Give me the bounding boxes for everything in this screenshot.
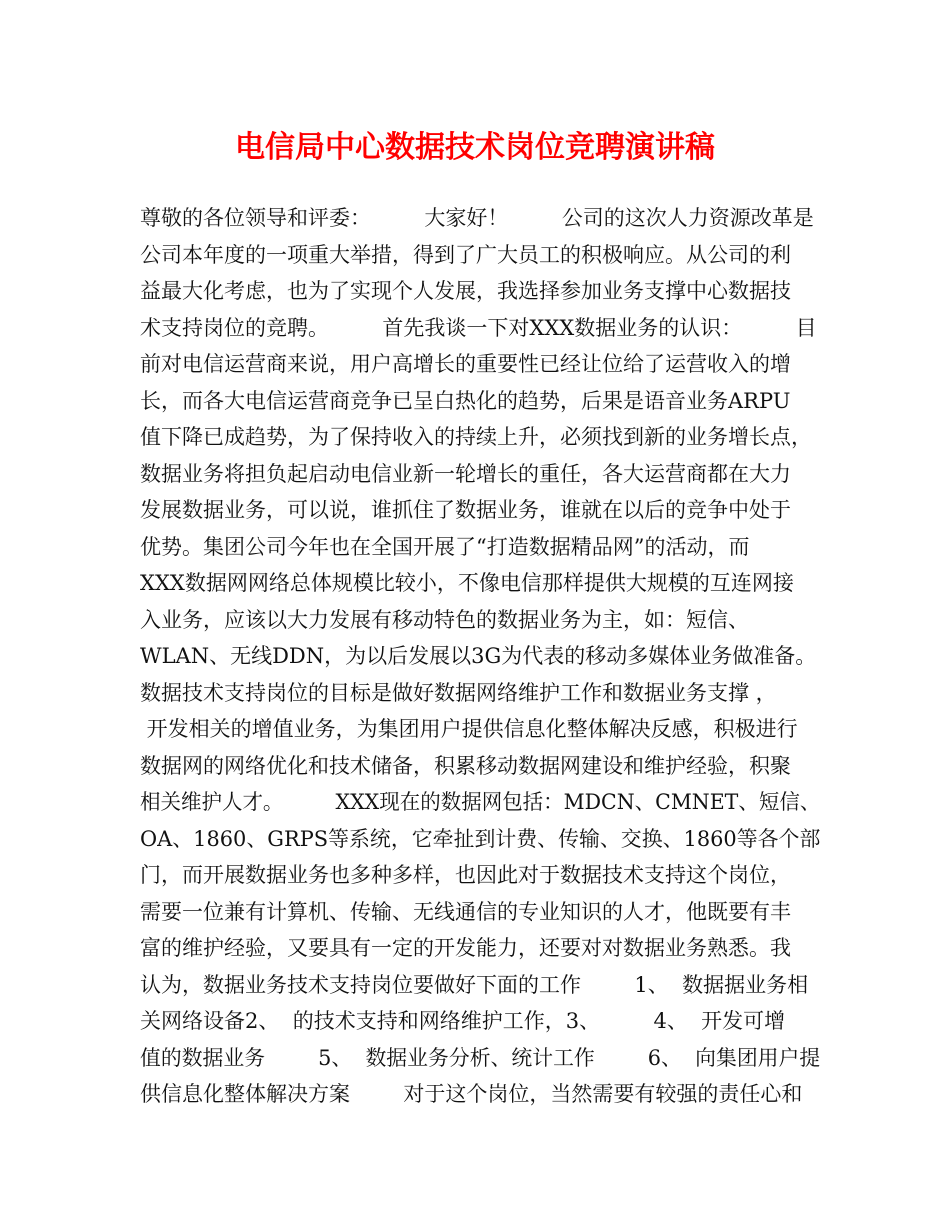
- body-line: 关网络设备2、 的技术支持和网络维护工作，3、 4、 开发可增: [140, 1009, 786, 1033]
- body-line: 前对电信运营商来说，用户高增长的重要性已经让位给了运营收入的增: [140, 352, 791, 376]
- body-line: 数据网的网络优化和技术储备，积累移动数据网建设和维护经验，积聚: [140, 753, 791, 778]
- body-line: 优势。集团公司今年也在全国开展了“打造数据精品网”的活动，而: [140, 534, 750, 559]
- document-body: [140, 200, 820, 1113]
- body-line: 供信息化整体解决方案 对于这个岗位，当然需要有较强的责任心和: [140, 1082, 803, 1106]
- body-line: 发展数据业务，可以说，谁抓住了数据业务，谁就在以后的竞争中处于: [140, 498, 791, 522]
- body-line: 公司本年度的一项重大举措，得到了广大员工的积极响应。从公司的利: [140, 242, 791, 267]
- body-line: 富的维护经验，又要具有一定的开发能力，还要对对数据业务熟悉。我: [140, 936, 791, 960]
- body-line: 值的数据业务 5、 数据业务分析、统计工作 6、 向集团用户提: [140, 1045, 820, 1070]
- body-line: 数据业务将担负起启动电信业新一轮增长的重任，各大运营商都在大力: [140, 461, 791, 486]
- body-line: 门，而开展数据业务也多种多样，也因此对于数据技术支持这个岗位，: [140, 863, 791, 887]
- body-line: 需要一位兼有计算机、传输、无线通信的专业知识的人才，他既要有丰: [140, 899, 791, 924]
- body-line: OA、1860、GRPS等系统，它牵扯到计费、传输、交换、1860等各个部: [140, 826, 820, 851]
- body-line: 相关维护人才。 XXX现在的数据网包括：MDCN、CMNET、短信、: [140, 790, 820, 814]
- body-line: 术支持岗位的竞聘。 首先我谈一下对XXX数据业务的认识： 目: [140, 315, 817, 340]
- body-line: 认为，数据业务技术支持岗位要做好下面的工作 1、 数据据业务相: [140, 972, 809, 997]
- body-line: 值下降已成趋势，为了保持收入的持续上升，必须找到新的业务增长点，: [140, 425, 812, 449]
- body-line: 长，而各大电信运营商竞争已呈白热化的趋势，后果是语音业务ARPU: [140, 388, 791, 413]
- body-line: 入业务，应该以大力发展有移动特色的数据业务为主，如：短信、: [140, 607, 749, 632]
- body-line: 益最大化考虑，也为了实现个人发展，我选择参加业务支撑中心数据技: [140, 279, 791, 303]
- body-line: XXX数据网网络总体规模比较小，不像电信那样提供大规模的互连网接: [140, 571, 794, 595]
- body-line: 尊敬的各位领导和评委： 大家好！ 公司的这次人力资源改革是: [140, 206, 814, 230]
- document-title: 电信局中心数据技术岗位竞聘演讲稿: [235, 130, 715, 165]
- body-line: 数据技术支持岗位的目标是做好数据网络维护工作和数据业务支撑 ，: [140, 680, 777, 705]
- body-line: WLAN、无线DDN，为以后发展以3G为代表的移动多媒体业务做准备。: [140, 644, 817, 668]
- body-line: 开发相关的增值业务，为集团用户提供信息化整体解决反感，积极进行: [140, 717, 798, 741]
